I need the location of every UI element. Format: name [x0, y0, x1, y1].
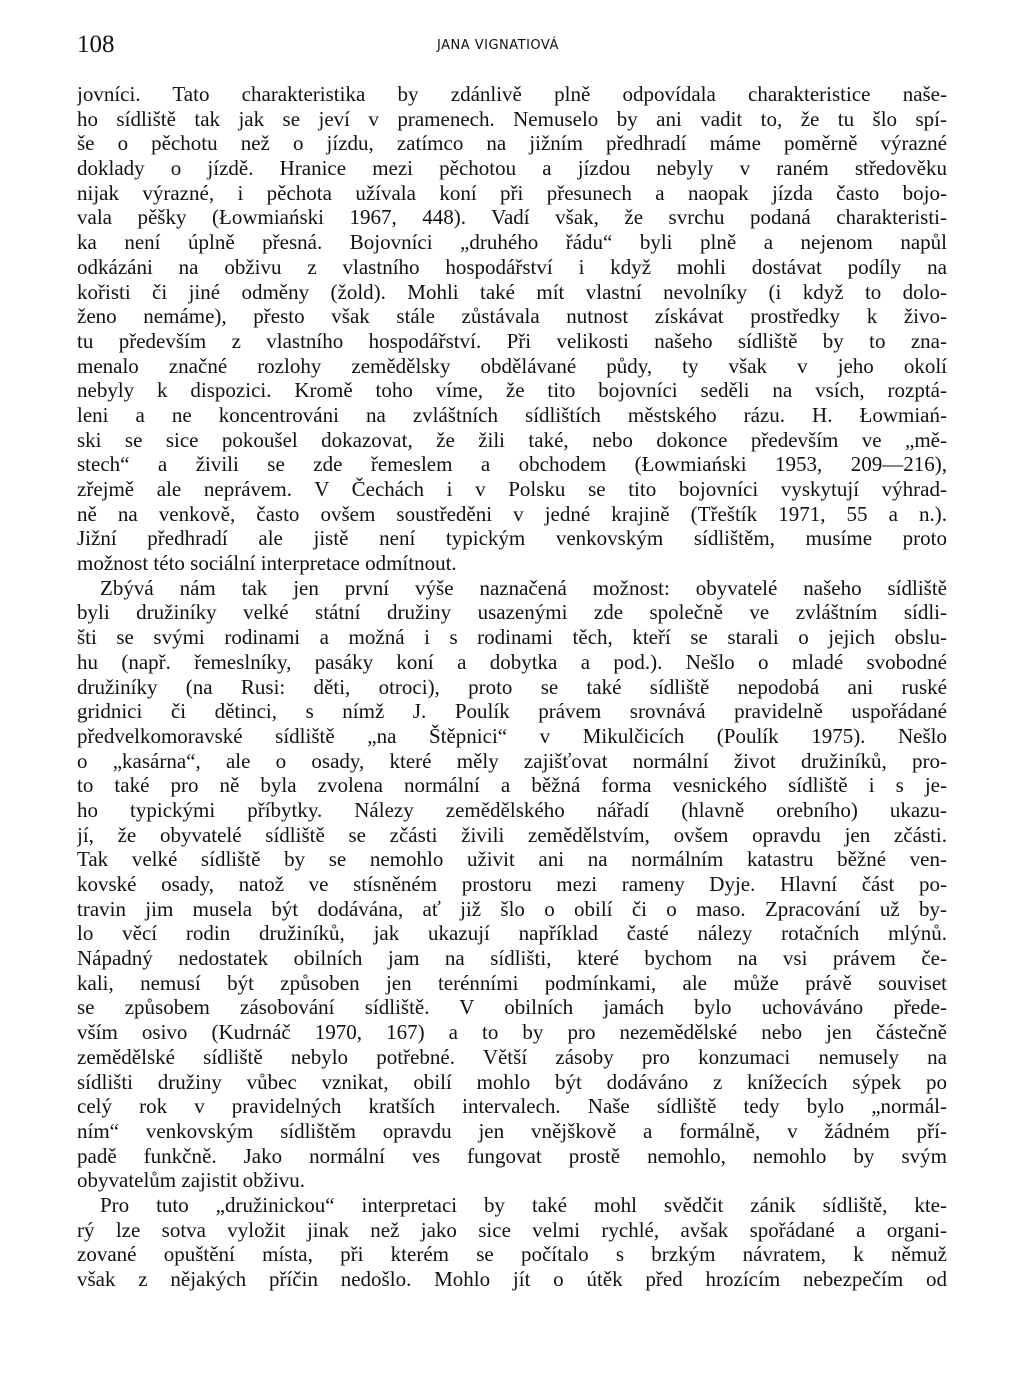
text-line: vším osivo (Kudrnáč 1970, 167) a to by pro nezemědělské nebo jen částečně: [77, 1020, 947, 1045]
text-line: možnost této sociální interpretace odmítnout.: [77, 551, 457, 576]
body-text: [77, 82, 947, 1292]
text-line: kovské osady, natož ve stísněném prostoru mezi rameny Dyje. Hlavní část po-: [77, 872, 947, 896]
text-line: tu především z vlastního hospodářství. Při velikosti našeho sídliště by to zna-: [77, 328, 947, 353]
text-line: Zbývá nám tak jen první výše naznačená možnost: obyvatelé našeho sídliště: [100, 575, 947, 600]
text-line: zované opuštění místa, při kterém se počítalo s brzkým návratem, k němuž: [77, 1242, 947, 1267]
text-line: gridnici či dětinci, s nímž J. Poulík právem srovnává pravidelně uspořádané: [77, 699, 947, 724]
paragraph: [77, 576, 947, 1193]
text-line: ho typickými příbytky. Nálezy zemědělského nářadí (hlavně orebního) ukazu-: [77, 797, 947, 822]
text-line: jovníci. Tato charakteristika by zdánlivě plně odpovídala charakteristice naše-: [77, 82, 947, 106]
text-line: šti se svými rodinami a možná i s rodinami těch, kteří se starali o jejich obslu-: [77, 625, 947, 650]
text-line: lo věcí rodin družiníků, jak ukazují například časté nálezy rotačních mlýnů.: [77, 921, 947, 946]
text-line: však z nějakých příčin nedošlo. Mohlo jít o útěk před hrozícím nebezpečím od: [77, 1267, 947, 1291]
text-line: še o pěchotu než o jízdu, zatímco na jižním předhradí máme poměrně výrazné: [77, 131, 947, 156]
text-line: zřejmě ale neprávem. V Čechách i v Polsku se tito bojovníci vyskytují výhrad-: [77, 477, 947, 501]
text-line: stech“ a živili se zde řemeslem a obchodem (Łowmiański 1953, 209—216),: [77, 452, 947, 477]
text-line: kali, nemusí být způsoben jen terénními podmínkami, ale může právě souviset: [77, 970, 947, 995]
text-line: rý lze sotva vyložit jinak než jako sice velmi rychlé, avšak spořádané a organi-: [77, 1217, 947, 1242]
running-header: [77, 30, 947, 60]
paragraph: [77, 82, 947, 576]
text-line: Jižní předhradí ale jistě není typickým venkovským sídlištěm, musíme proto: [77, 526, 947, 551]
text-line: ně na venkově, často ovšem soustředěni v jedné krajině (Třeštík 1971, 55 a n.).: [77, 501, 947, 526]
text-line: jí, že obyvatelé sídliště se zčásti živili zemědělstvím, ovšem opravdu jen zčásti.: [77, 822, 947, 847]
paragraph: [77, 1193, 947, 1292]
text-line: to také pro ně byla zvolena normální a běžná forma vesnického sídliště i s je-: [77, 773, 947, 798]
page-number: 108: [77, 31, 115, 58]
text-line: předvelkomoravské sídliště „na Štěpnici“ v Mikulčicích (Poulík 1975). Nešlo: [77, 723, 947, 748]
text-line: obyvatelům zajistit obživu.: [77, 1168, 306, 1193]
text-line: ženo nemáme), přesto však stále zůstávala nutnost získávat prostředky k živo-: [77, 304, 947, 329]
text-line: odkázáni na obživu z vlastního hospodářství i když mohli dostávat podíly na: [77, 254, 947, 279]
text-line: ka není úplně přesná. Bojovníci „druhého řádu“ byli plně a nejenom napůl: [77, 230, 947, 255]
text-line: celý rok v pravidelných kratších intervalech. Naše sídliště tedy bylo „normál-: [77, 1094, 947, 1119]
text-line: se způsobem zásobování sídliště. V obilních jamách bylo uchováváno přede-: [77, 995, 947, 1020]
running-title: JANA VIGNATIOVÁ: [437, 38, 559, 53]
text-line: kořisti či jiné odměny (žold). Mohli také mít vlastní nevolníky (i když to dolo-: [77, 279, 947, 304]
text-line: padě funkčně. Jako normální ves fungovat prostě nemohlo, nemohlo by svým: [77, 1143, 947, 1168]
text-line: hu (např. řemeslníky, pasáky koní a dobytka a pod.). Nešlo o mladé svobodné: [77, 649, 947, 674]
text-line: ski se sice pokoušel dokazovat, že žili také, nebo dokonce především ve „mě-: [77, 427, 947, 452]
text-line: doklady o jízdě. Hranice mezi pěchotou a jízdou nebyly v raném středověku: [77, 156, 947, 181]
text-line: družiníky (na Rusi: děti, otroci), proto se také sídliště nepodobá ani ruské: [77, 674, 947, 699]
text-line: ho sídliště tak jak se jeví v pramenech. Nemuselo by ani vadit to, že tu šlo spí-: [77, 106, 947, 131]
text-line: travin jim musela být dodávána, ať již šlo o obilí či o maso. Zpracování už by-: [77, 896, 947, 921]
text-line: leni a ne koncentrováni na zvláštních sídlištích městského rázu. H. Łowmiań-: [77, 402, 947, 427]
text-line: Nápadný nedostatek obilních jam na sídlišti, které bychom na vsi právem če-: [77, 946, 947, 971]
text-line: zemědělské sídliště nebylo potřebné. Větší zásoby pro konzumaci nemusely na: [77, 1044, 947, 1069]
text-line: byli družiníky velké státní družiny usazenými zde společně ve zvláštním sídli-: [77, 600, 947, 625]
text-line: nijak výrazné, i pěchota užívala koní při přesunech a naopak jízda často bojo-: [77, 180, 947, 205]
text-line: Tak velké sídliště by se nemohlo uživit ani na normálním katastru běžné ven-: [77, 847, 947, 872]
text-line: sídlišti družiny vůbec vznikat, obilí mohlo být dodáváno z knížecích sýpek po: [77, 1069, 947, 1094]
text-line: ním“ venkovským sídlištěm opravdu jen vnějškově a formálně, v žádném pří-: [77, 1118, 947, 1143]
text-line: o „kasárna“, ale o osady, které měly zajišťovat normální život družiníků, pro-: [77, 748, 947, 773]
text-line: vala pěšky (Łowmiański 1967, 448). Vadí však, že svrchu podaná charakteristi-: [77, 205, 947, 230]
text-line: Pro tuto „družinickou“ interpretaci by také mohl svědčit zánik sídliště, kte-: [100, 1192, 947, 1217]
text-line: nebyly k dispozici. Kromě toho víme, že tito bojovníci seděli na vsích, rozptá-: [77, 378, 947, 403]
text-line: menalo značné rozlohy zemědělsky obdělávané půdy, ty však v jeho okolí: [77, 353, 947, 378]
